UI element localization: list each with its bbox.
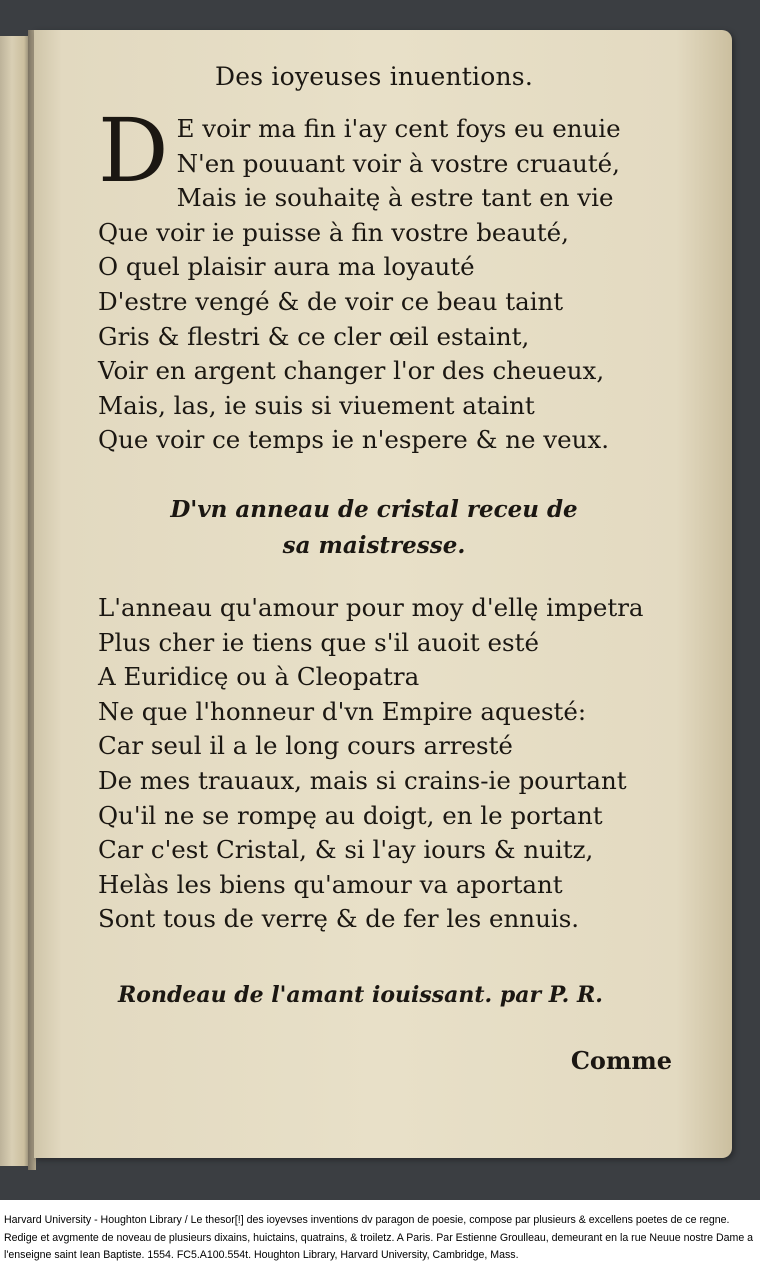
catchword: Comme bbox=[570, 1046, 672, 1075]
poem-line: Ne que l'honneur d'vn Empire aquesté: bbox=[98, 696, 587, 726]
poem-line: Sont tous de verrę & de fer les ennuis. bbox=[98, 904, 580, 934]
poem-2-title bbox=[34, 492, 714, 564]
poem-line: Car c'est Cristal, & si l'ay iours & nuitz, bbox=[98, 835, 594, 865]
poem-2-title-line: D'vn anneau de cristal receu de bbox=[170, 496, 578, 523]
running-head: Des ioyeuses inuentions. bbox=[215, 62, 533, 91]
poem-line: Voir en argent changer l'or des cheueux, bbox=[98, 356, 605, 386]
poem-line: Gris & flestri & ce cler œil estaint, bbox=[98, 321, 530, 351]
poem-line: Que voir ce temps ie n'espere & ne veux. bbox=[98, 425, 609, 455]
poem-line: Car seul il a le long cours arresté bbox=[98, 731, 513, 761]
poem-line: Plus cher ie tiens que s'il auoit esté bbox=[98, 627, 539, 657]
book-page bbox=[34, 30, 732, 1158]
poem-dizain-1 bbox=[98, 99, 718, 458]
rondeau-title: Rondeau de l'amant iouissant. par P. R. bbox=[118, 982, 603, 1008]
poem-line: Mais ie souhaitę à estre tant en vie bbox=[176, 183, 614, 213]
drop-capital: D bbox=[98, 99, 169, 202]
poem-line: N'en pouuant voir à vostre cruauté, bbox=[176, 148, 620, 178]
facing-page-edge bbox=[0, 36, 30, 1166]
poem-line: O quel plaisir aura ma loyauté bbox=[98, 252, 475, 282]
poem-2-title-line: sa maistresse. bbox=[282, 532, 466, 559]
poem-line: D'estre vengé & de voir ce beau taint bbox=[98, 286, 564, 316]
poem-line: L'anneau qu'amour pour moy d'ellę impetra bbox=[98, 593, 644, 622]
poem-line: E voir ma fin i'ay cent foys eu enuie bbox=[176, 114, 621, 143]
poem-dizain-2 bbox=[98, 591, 718, 937]
poem-line: Qu'il ne se rompę au doigt, en le portant bbox=[98, 800, 603, 830]
image-credit-caption: Harvard University - Houghton Library / Le thesor[!] des ioyevses inventions dv paragon de poesie, compose par plusieurs & excellens poetes de ce regne. Redige et avgmente de noveau de plusieurs dixains, huictains, quatrains, & troiletz. A Paris. Par Estienne Groulleau, demeurant en la rue Neuue nostre Dame a l'enseigne saint Iean Baptiste. 1554. FC5.A100.554t. Houghton Library, Harvard University, Cambridge, Mass. bbox=[4, 1214, 754, 1261]
poem-line: Que voir ie puisse à fin vostre beauté, bbox=[98, 217, 569, 247]
poem-line: A Euridicę ou à Cleopatra bbox=[98, 662, 420, 692]
poem-line: Mais, las, ie suis si viuement ataint bbox=[98, 390, 535, 420]
poem-line: Helàs les biens qu'amour va aportant bbox=[98, 869, 563, 899]
poem-line: De mes trauaux, mais si crains-ie pourtant bbox=[98, 765, 627, 795]
